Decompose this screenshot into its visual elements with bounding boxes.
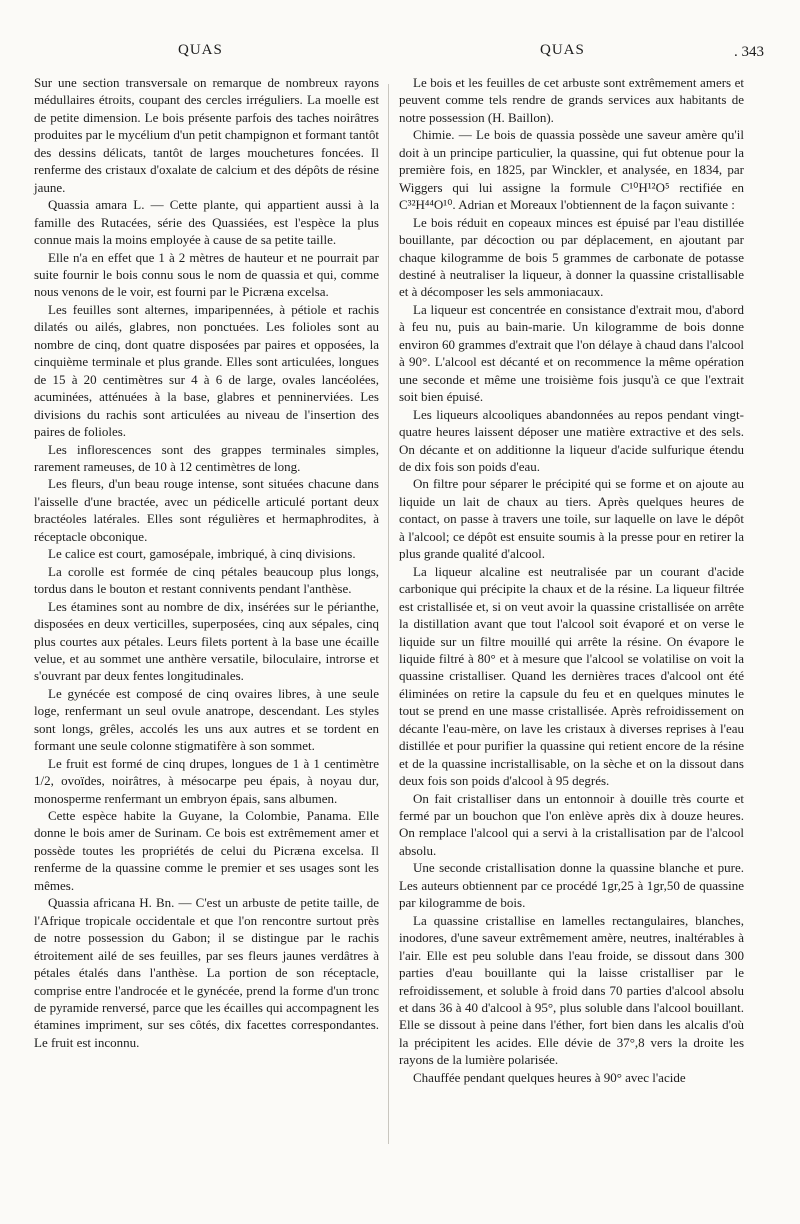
paragraph: On filtre pour séparer le précipité qui se forme et on ajoute au liquide un lait de chaux au tiers. Après quelques heures de contact, on passe à travers une toile, sur laquelle on lave le dépôt à l'alcool; ce dépôt est ensuite soumis à la presse pour en retirer la plus grande qualité d'alcool.	[399, 476, 744, 562]
header-right-title: QUAS	[540, 42, 585, 58]
paragraph: Les inflorescences sont des grappes terminales simples, rarement rameuses, de 10 à 12 centimètres de long.	[34, 441, 379, 474]
paragraph: Le gynécée est composé de cinq ovaires libres, à une seule loge, renfermant un seul ovule anatrope, descendant. Les styles sont longs, grêles, accolés les uns aux autres et se tordent en formant une seule colonne stigmatifère à son sommet.	[34, 685, 379, 754]
paragraph: Les étamines sont au nombre de dix, insérées sur le périanthe, disposées en deux verticilles, superposées, cinq aux sépales, cinq plus courtes aux pétales. Leurs filets portent à la base une écaille velue, et au sommet une anthère versatile, biloculaire, introrse et s'ouvrant par deux fentes longitudinales.	[34, 598, 379, 684]
paragraph: Les liqueurs alcooliques abandonnées au repos pendant vingt-quatre heures laissent déposer une matière extractive et des sels. On décante et on additionne la liqueur d'acide sulfurique étendu de dix fois son poids d'eau.	[399, 406, 744, 474]
column-divider	[388, 84, 389, 1144]
paragraph: Elle n'a en effet que 1 à 2 mètres de hauteur et ne pourrait par suite fournir le bois connu sous le nom de quassia et qui, comme nous venons de le voir, est fourni par le Picræna excelsa.	[34, 249, 379, 300]
paragraph: Quassia amara L. — Cette plante, qui appartient aussi à la famille des Rutacées, série des Quassiées, est l'espèce la plus connue mais la moins employée à cause de sa petite taille.	[34, 197, 379, 248]
paragraph: La quassine cristallise en lamelles rectangulaires, blanches, inodores, d'une saveur extrêmement amère, neutres, inaltérables à l'air. Elle est peu soluble dans l'eau froide, se dissout dans 300 parties d'eau bouillante qui la laisse cristalliser par le refroidissement, et soluble à froid dans 70 parties d'alcool absolu et dans 36 à 40 d'alcool à 95°, plus soluble dans l'alcool bouillant. Elle se dissout à peine dans l'éther, fort bien dans les alcalis d'où la précipitent les acides. Elle dévie de 37°,8 vers la droite les rayons de la lumière polarisée.	[399, 912, 744, 1068]
paragraph: Quassia africana H. Bn. — C'est un arbuste de petite taille, de l'Afrique tropicale occidentale et que l'on rencontre surtout près de notre possession du Gabon; il se distingue par le rachis étroitement ailé de ses feuilles, par ses fleurs jaunes verdâtres à pétales étalés dans l'anthèse. La portion de son réceptacle, comprise entre l'androcée et le gynécée, prend la forme d'un tronc de pyramide renversé, parce que les écailles qui accompagnent les étamines impriment, sur ses côtés, dix facettes correspondantes. Le fruit est inconnu.	[34, 895, 379, 1050]
paragraph: Le fruit est formé de cinq drupes, longues de 1 à 1 centimètre 1/2, ovoïdes, noirâtres, à mésocarpe peu épais, à noyau dur, monosperme renfermant un embryon épais, sans albumen.	[34, 755, 379, 806]
paragraph: Les fleurs, d'un beau rouge intense, sont situées chacune dans l'aisselle d'une bractée, avec un pédicelle articulé portant deux bractéoles latérales. Elles sont régulières et hermaphrodites, à réceptacle obconique.	[34, 476, 379, 544]
running-header	[30, 42, 770, 68]
paragraph: La liqueur alcaline est neutralisée par un courant d'acide carbonique qui précipite la chaux et de la résine. La liqueur filtrée est cristallisée et, si on veut avoir la quassine cristallisée on arrête la distillation avant que tout l'alcool soit évaporé et on verse le liquide sur un filtre mouillé qui arrête la résine. On évapore le liquide filtré à 80° et à mesure que l'alcool se volatilise on voit la quassine cristalliser. Quand les dernières traces d'alcool ont été éliminées on retire la capsule du feu et en quelques minutes le tout se prend en une masse cristallisée. Après refroidissement on décante l'eau-mère, on lave les cristaux à diverses reprises à l'eau distillée et pour purifier la quassine qui retient encore de la résine et de la quassine incristallisable, on la sèche et on la dissout dans deux fois son poids d'alcool à 95 degrés.	[399, 563, 744, 789]
paragraph: La corolle est formée de cinq pétales beaucoup plus longs, tordus dans le bouton et restant connivents pendant l'anthèse.	[34, 563, 379, 597]
paragraph: Chauffée pendant quelques heures à 90° avec l'acide	[413, 1069, 686, 1085]
page-number: . 343	[734, 44, 764, 60]
paragraph: La liqueur est concentrée en consistance d'extrait mou, d'abord à feu nu, puis au bain-marie. Un kilogramme de bois donne environ 60 grammes d'extrait que l'on délaye à chaud dans l'alcool à 90°. L'alcool est décanté et on recommence la même opération une seconde et même une troisième fois jusqu'à ce que l'extrait soit bien épuisé.	[399, 301, 744, 405]
paragraph: Les feuilles sont alternes, imparipennées, à pétiole et rachis dilatés ou ailés, glabres, non ponctuées. Les folioles sont au nombre de cinq, dont quatre disposées par paires et opposées, la cinquième terminale et plus grande. Elles sont articulées, longues de 15 à 20 centimètres sur 4 à 6 de large, ovales lancéolées, acuminées, atténuées à la base, glabres et penninerviées. Les divisions du rachis sont articulées au niveau de l'insertion des paires de folioles.	[34, 301, 379, 440]
paragraph: Le calice est court, gamosépale, imbriqué, à cinq divisions.	[48, 546, 356, 562]
paragraph: Une seconde cristallisation donne la quassine blanche et pure. Les auteurs obtiennent par ce procédé 1gr,25 à 1gr,50 de quassine par kilogramme de bois.	[399, 860, 744, 911]
right-column	[399, 74, 744, 1086]
paragraph: Chimie. — Le bois de quassia possède une saveur amère qu'il doit à un principe particulier, la quassine, qui fut obtenue pour la première fois, en 1825, par Winckler, et analysée, en 1834, par Wiggers qui lui assigne la formule C¹⁰H¹²O⁵ rectifiée en C³²H⁴⁴O¹⁰. Adrian et Moreaux l'obtiennent de la façon suivante :	[399, 127, 744, 213]
header-left-title: QUAS	[178, 42, 223, 58]
paragraph: Le bois réduit en copeaux minces est épuisé par l'eau distillée bouillante, par décoction ou par déplacement, en ajoutant par chaque kilogramme de bois 5 grammes de carbonate de potasse destiné à neutraliser la liqueur, à donner la quassine cristallisable et à décomposer les sels ammoniacaux.	[399, 214, 744, 300]
left-column	[34, 74, 379, 1051]
paragraph: Cette espèce habite la Guyane, la Colombie, Panama. Elle donne le bois amer de Surinam. Ce bois est extrêmement amer et possède toutes les propriétés de celui du Picræna excelsa. Il renferme de la quassine comme le premier et ses usages sont les mêmes.	[34, 808, 379, 893]
paragraph: Le bois et les feuilles de cet arbuste sont extrêmement amers et peuvent comme tels rendre de grands services aux habitants de notre possession (H. Baillon).	[399, 75, 744, 125]
paragraph: Sur une section transversale on remarque de nombreux rayons médullaires étroits, coupant des cercles irréguliers. La moelle est de petite dimension. Le bois présente parfois des taches noirâtres produites par le mycélium d'un petit champignon et formant tantôt des dessins délicats, tantôt de larges mouchetures foncées. Il renferme des cristaux d'oxalate de calcium et des dépôts de résine jaune.	[34, 75, 379, 195]
paragraph: On fait cristalliser dans un entonnoir à douille très courte et fermé par un bouchon que l'on enlève après dix à douze heures. On remplace l'alcool qui a servi à la cristallisation par de l'alcool absolu.	[399, 790, 744, 858]
